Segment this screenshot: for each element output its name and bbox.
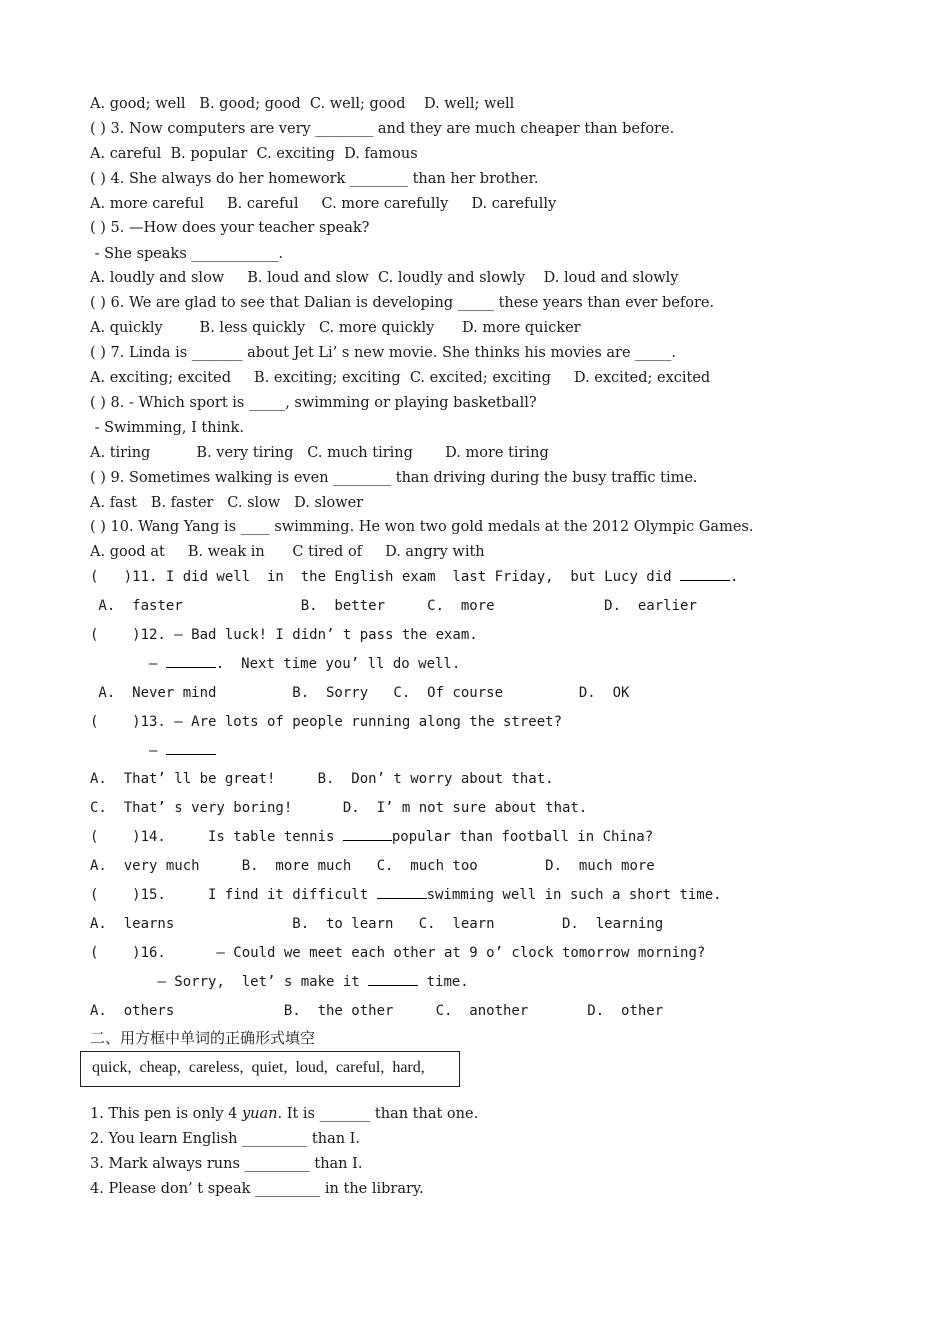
question-8-options: A. tiring B. very tiring C. much tiring D. more tiring [90,445,549,461]
fill-item-2: 2. You learn English _________ than I. [90,1131,360,1147]
question-9-options: A. fast B. faster C. slow D. slower [90,495,364,511]
answer-blank [166,742,216,755]
question-15: ( )15. I find it difficult swimming well in such a short time. [90,887,722,903]
question-2-options: A. good; well B. good; good C. well; good D. well; well [90,96,515,112]
fill-item-4: 4. Please don’ t speak _________ in the library. [90,1181,424,1197]
question-5-options: A. loudly and slow B. loud and slow C. loudly and slowly D. loud and slowly [90,270,679,286]
question-10: ( ) 10. Wang Yang is ____ swimming. He won two gold medals at the 2012 Olympic Games. [90,519,754,535]
question-11-options: A. faster B. better C. more D. earlier [90,598,697,614]
question-15-options: A. learns B. to learn C. learn D. learning [90,916,664,932]
answer-blank [166,655,216,668]
question-8-answer: - Swimming, I think. [90,420,244,436]
section-2-title: 二、用方框中单词的正确形式填空 [90,1029,316,1047]
word-box [80,1051,460,1087]
fill-item-1-italic: yuan [241,1106,278,1122]
question-7: ( ) 7. Linda is _______ about Jet Li’ s new movie. She thinks his movies are _____. [90,345,677,361]
fill-item-3: 3. Mark always runs _________ than I. [90,1156,363,1172]
question-4: ( ) 4. She always do her homework ________ than her brother. [90,171,539,187]
question-11: ( )11. I did well in the English exam last Friday, but Lucy did . [90,569,739,585]
question-13-answer: — [90,742,216,760]
question-4-options: A. more careful B. careful C. more carefully D. carefully [90,196,557,212]
fill-item-1: 1. This pen is only 4 yuan. It is _______ than that one. [90,1106,479,1122]
question-3: ( ) 3. Now computers are very ________ and they are much cheaper than before. [90,121,675,137]
question-6-options: A. quickly B. less quickly C. more quickly D. more quicker [90,320,581,336]
question-12: ( )12. — Bad luck! I didn’ t pass the exam. [90,627,478,643]
question-14: ( )14. Is table tennis popular than football in China? [90,829,654,845]
question-8: ( ) 8. - Which sport is _____, swimming or playing basketball? [90,395,537,411]
answer-blank [680,568,730,581]
question-9: ( ) 9. Sometimes walking is even ________ than driving during the busy traffic time. [90,470,698,486]
question-10-options: A. good at B. weak in C tired of D. angry with [90,544,485,560]
question-7-options: A. exciting; excited B. exciting; exciting C. excited; exciting D. excited; excited [90,370,711,386]
question-16: ( )16. — Could we meet each other at 9 o’ clock tomorrow morning? [90,945,706,961]
word-box-text: quick, cheap, careless, quiet, loud, careful, hard, [92,1059,425,1076]
answer-blank [377,886,427,899]
question-16-answer: — Sorry, let’ s make it time. [90,974,469,990]
question-6: ( ) 6. We are glad to see that Dalian is developing _____ these years than ever before. [90,295,715,311]
question-5-answer: - She speaks ____________. [90,246,283,262]
question-3-options: A. careful B. popular C. exciting D. famous [90,146,418,162]
question-12-answer: — . Next time you’ ll do well. [90,656,461,672]
question-16-options: A. others B. the other C. another D. other [90,1003,664,1019]
question-13: ( )13. — Are lots of people running along the street? [90,714,563,730]
question-13-options-cd: C. That’ s very boring! D. I’ m not sure about that. [90,800,588,816]
answer-blank [343,828,392,841]
question-5: ( ) 5. —How does your teacher speak? [90,220,370,236]
answer-blank [368,973,418,986]
question-14-options: A. very much B. more much C. much too D. much more [90,858,655,874]
question-13-options-ab: A. That’ ll be great! B. Don’ t worry about that. [90,771,554,787]
question-12-options: A. Never mind B. Sorry C. Of course D. OK [90,685,630,701]
